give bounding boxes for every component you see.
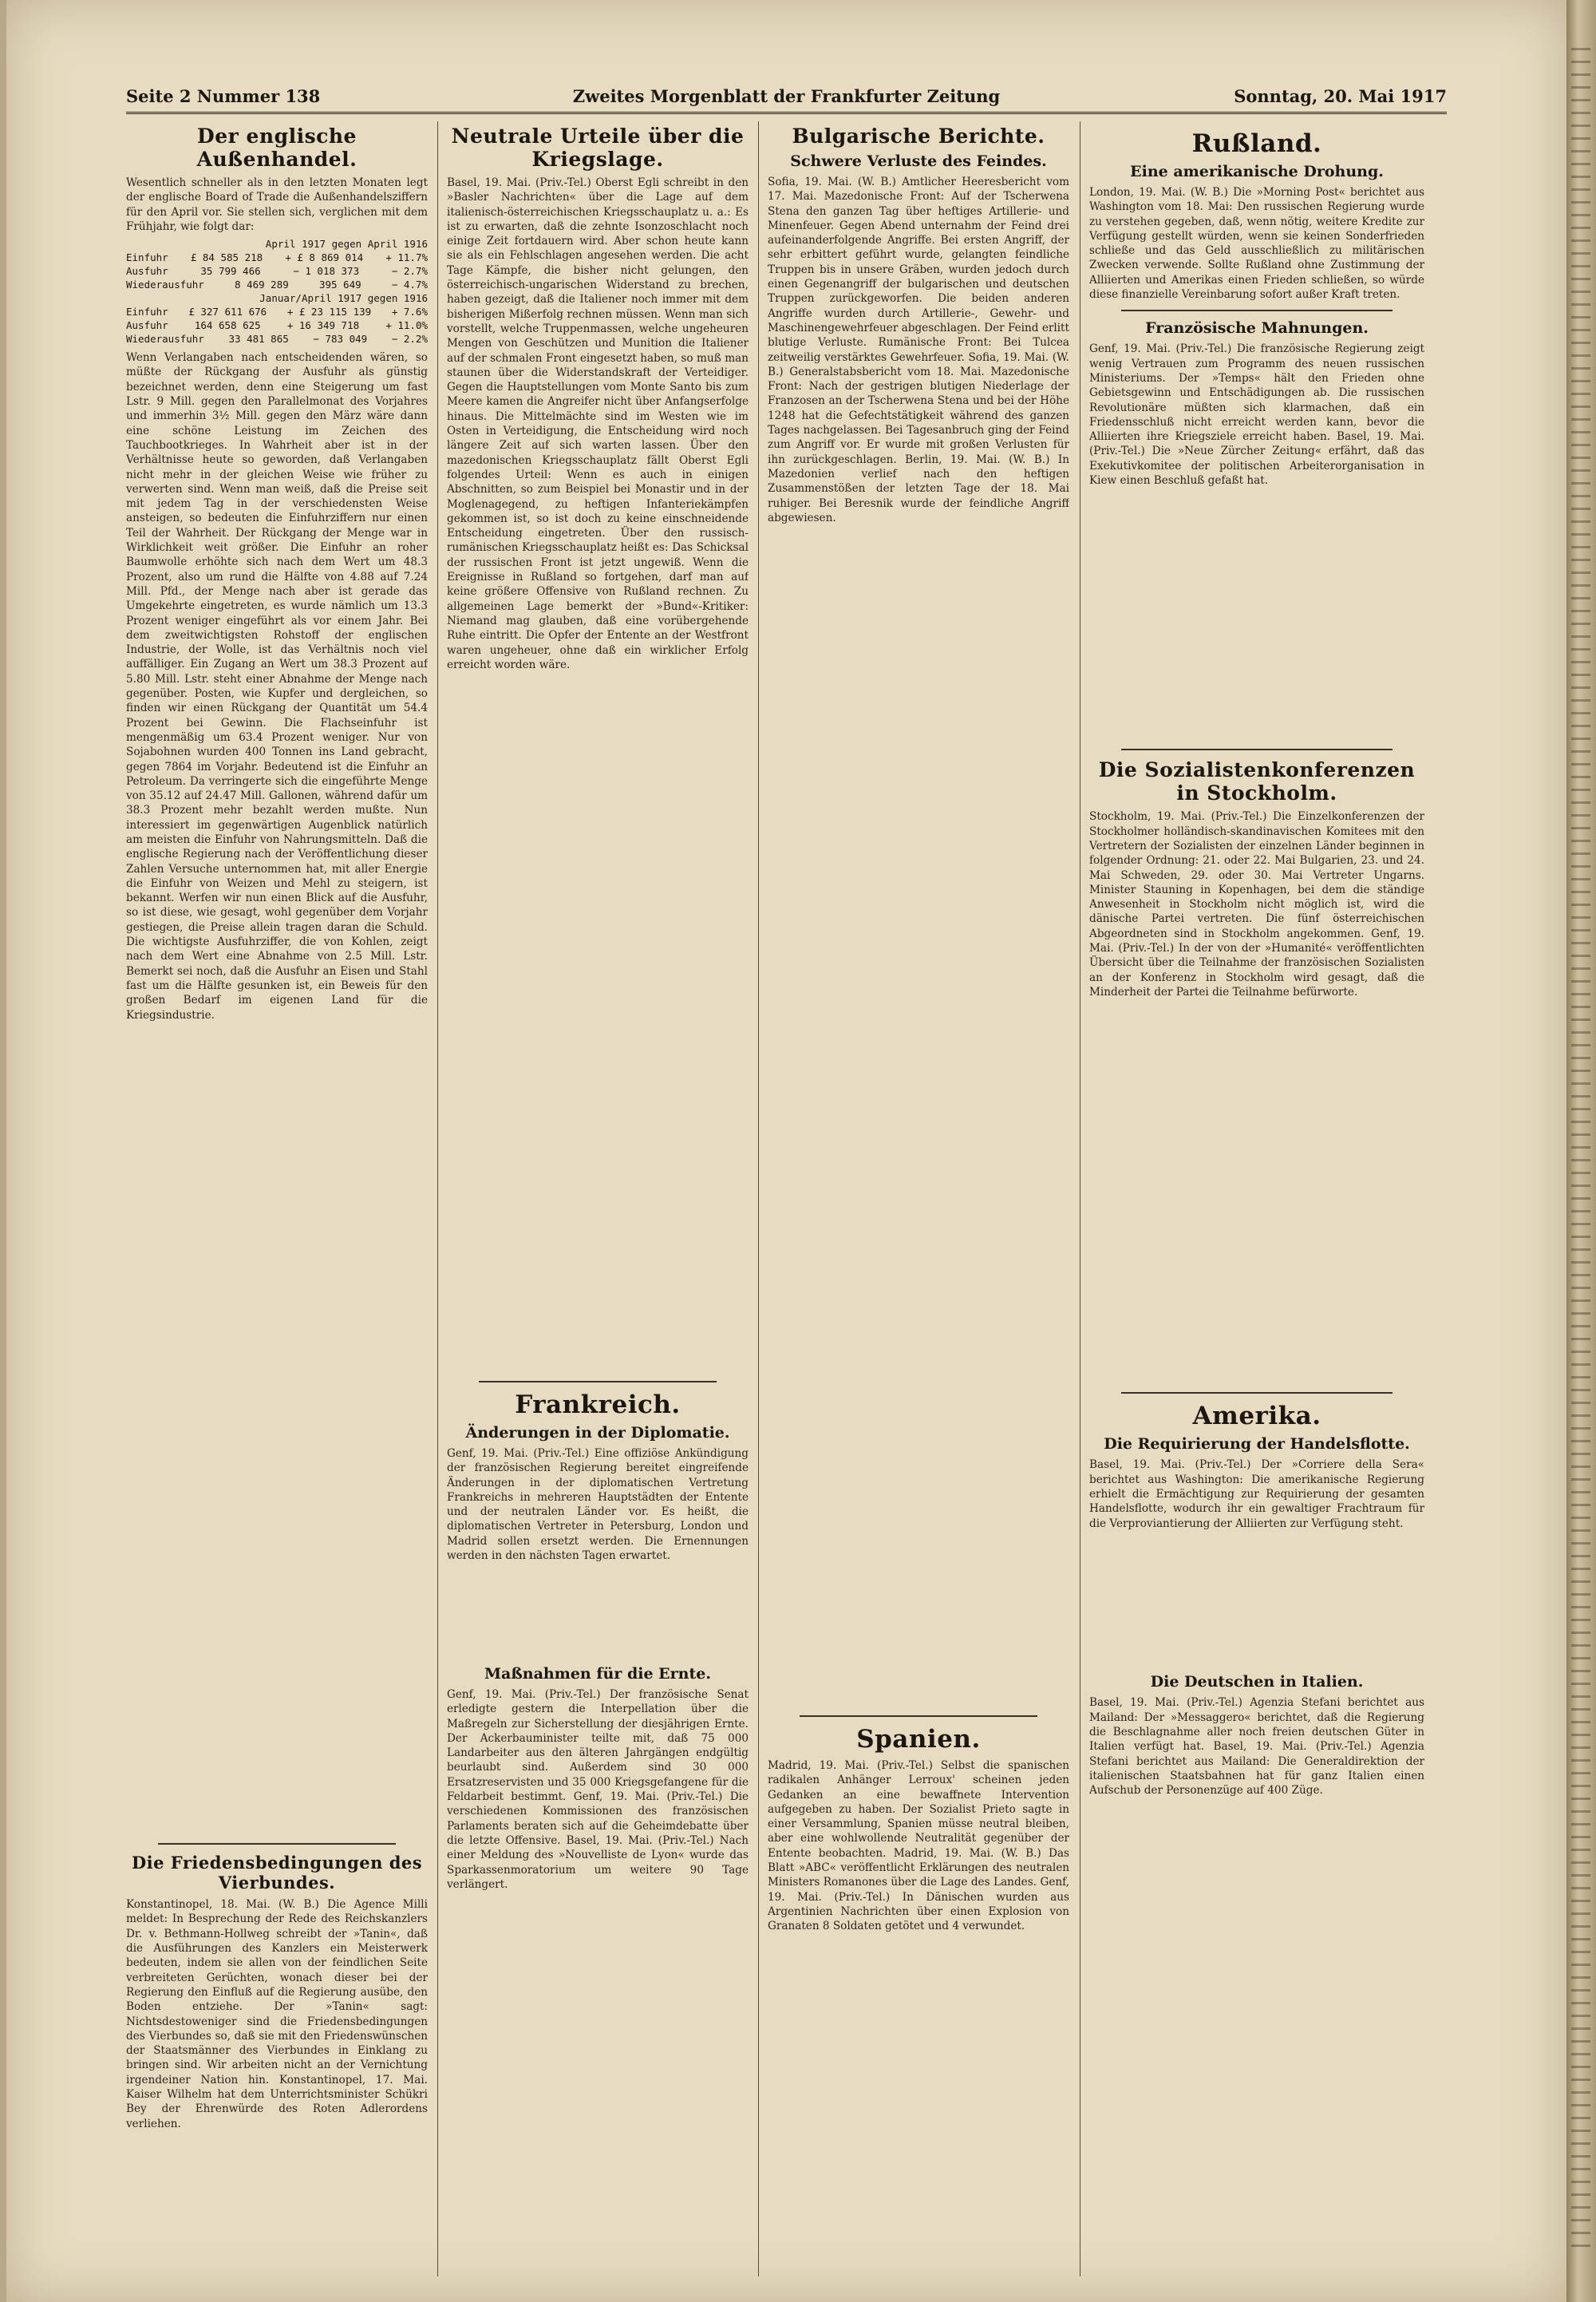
article-headline: Amerika.: [1192, 1402, 1321, 1431]
divider: [1121, 310, 1393, 311]
divider: [479, 1381, 717, 1382]
masthead: [126, 80, 1447, 114]
table-row: Einfuhr £ 327 611 676 + £ 23 115 139 + 7.6%: [126, 306, 428, 318]
article-headline: Frankreich.: [515, 1390, 681, 1419]
article-body: Madrid, 19. Mai. (Priv.-Tel.) Selbst die spanischen radikalen Anhänger Lerroux' scheinen jeden Gedanken an eine bewaffnete Intervention aufgegeben zu haben. Der Sozialist Prieto sagte in einer Versammlung, Spanien müsse neutral bleiben, aber eine wohlwollende Neutralität gegenüber der Entente beobachten. Madrid, 19. Mai. (W. B.) Das Blatt »ABC« veröffentlicht Erklärungen des neutralen Ministers Romanones über die Lage des Landes. Genf, 19. Mai. (Priv.-Tel.) In Dänischen wurden aus Argentinien Nachrichten über einen Explosion von Granaten 8 Soldaten getötet und 4 verwundet.: [768, 1759, 1069, 1933]
table-row: Wiederausfuhr 8 469 289 395 649 − 4.7%: [126, 279, 428, 291]
table-row: Ausfuhr 164 658 625 + 16 349 718 + 11.0%: [126, 319, 428, 332]
article-subhead: Die Requirierung der Handelsflotte.: [1104, 1435, 1410, 1454]
article-subhead: Französische Mahnungen.: [1145, 319, 1369, 338]
column-rule: [437, 121, 438, 2276]
page-number: Seite 2 Nummer 138: [126, 86, 321, 106]
column-rule: [758, 121, 759, 2276]
article-body: Basel, 19. Mai. (Priv.-Tel.) Agenzia Stefani berichtet aus Mailand: Der »Messaggero« berichtet, daß die Regierung die Beschlagnahme aller noch freien deutschen Güter in Italien verfügt hat. Basel, 19. Mai. (Priv.-Tel.) Agenzia Stefani berichtet aus Mailand: Die Generaldirektion der italienischen Staatsbahnen hat für ganz Italien einen Aufschub der Personenzüge auf 400 Züge.: [1089, 1696, 1424, 1798]
article-body: Basel, 19. Mai. (Priv.-Tel.) Oberst Egli schreibt in den »Basler Nachrichten« über die Lage auf dem italienisch-österreichischen Kriegsschauplatz u. a.: Es ist zu erwarten, daß die zehnte Isonzoschlacht noch einige Zeit fortdauern wird. Aber schon heute kann sie als ein Fehlschlagen angesehen werden. Die acht Tage Kämpfe, die bisher nicht gelungen, den österreichisch-ungarischen Widerstand zu brechen, haben gezeigt, daß die Italiener noch immer mit dem bisherigen Mißerfolg rechnen müssen. Wenn man sich vorstellt, welche Truppenmassen, welche ungeheuren Mengen von Geschützen und Munition die Italiener auf der schmalen Front eingesetzt haben, so muß man staunen über die Widerstandskraft der Verteidiger. Gegen die Hauptstellungen vom Monte Santo bis zum Meere kamen die Angreifer nicht über Anfangserfolge hinaus. Die Mittelmächte sind im Westen wie im Osten in Verteidigung, die Entscheidung wird noch längere Zeit auf sich warten lassen. Über den mazedonischen Kriegsschauplatz fällt Oberst Egli folgendes Urteil: Wenn es auch in einigen Abschnitten, so zum Beispiel bei Monastir und in der Moglenagegend, zu heftigen Infanteriekämpfen gekommen ist, so ist doch zu keine einschneidende Entscheidung eingetreten. Über den russisch-rumänischen Kriegsschauplatz heißt es: Das Schicksal der russischen Front ist jetzt ungewiß. Wenn die Ereignisse in Rußland so fortgehen, darf man auf keine größere Offensive von Rußland rechnen. Zu allgemeinen Lage bemerkt der »Bund«-Kritiker: Niemand mag glauben, daß eine vorübergehende Ruhe eintritt. Die Opfer der Entente an der Westfront waren ungeheuer, ohne daß ein wirklicher Erfolg erreicht worden wäre.: [447, 176, 749, 671]
trade-table: [126, 237, 428, 346]
article-body: Genf, 19. Mai. (Priv.-Tel.) Eine offiziöse Ankündigung der französischen Regierung bereitet eingreifende Änderungen in der diplomatischen Vertretung Frankreichs in mehreren Hauptstädten der Entente und der neutralen Länder vor. Es heißt, die diplomatischen Vertreter in Petersburg, London und Madrid sollen ersetzt werden. Die Ernennungen werden in den nächsten Tagen erwartet.: [447, 1447, 749, 1563]
divider: [1121, 749, 1393, 750]
article-body: Sofia, 19. Mai. (W. B.) Amtlicher Heeresbericht vom 17. Mai. Mazedonische Front: Auf der Tscherwena Stena den ganzen Tag über heftiges Artillerie- und Minenfeuer. Gegen Abend unternahm der Feind drei aufeinanderfolgende Angriffe. Bei ersten Angriff, der sehr erbittert geführt wurde, gelangten feindliche Truppen bis in unsere Gräben, wurden jedoch durch einen Gegenangriff der bulgarischen und deutschen Truppen zurückgeworfen. Die beiden anderen Angriffe wurden durch Artillerie-, Gewehr- und Maschinengewehrfeuer abgeschlagen. Der Feind erlitt blutige Verluste. Rumänische Front: Bei Tulcea zeitweilig verstärktes Gewehrfeuer. Sofia, 19. Mai. (W. B.) Generalstabsbericht vom 18. Mai. Mazedonische Front: Nach der gestrigen blutigen Niederlage der Franzosen an der Tscherwena Stena und bei der Höhe 1248 hat die Gefechtstätigkeit während des ganzen Tages nachgelassen. Bei Tagesanbruch ging der Feind zum Angriff vor. Er wurde mit großen Verlusten für ihn zurückgeschlagen. Berlin, 19. Mai. (W. B.) In Mazedonien verlief nach den heftigen Zusammenstößen der letzten Tage der 18. Mai ruhiger. Bei Beresnik wurde der feindliche Angriff abgewiesen.: [768, 176, 1069, 524]
article-subhead: Schwere Verluste des Feindes.: [790, 152, 1047, 170]
article-headline: Neutrale Urteile über die Kriegslage.: [451, 125, 745, 171]
divider: [800, 1715, 1037, 1717]
article-intro: Wesentlich schneller als in den letzten Monaten legt der englische Board of Trade die Außenhandelsziffern für den April vor. Sie stellen sich, verglichen mit dem Frühjahr, wie folgt dar:: [126, 176, 428, 233]
table-row: Einfuhr £ 84 585 218 + £ 8 869 014 + 11.7%: [126, 251, 428, 264]
article-headline: Die Friedensbedingungen des Vierbundes.: [131, 1853, 423, 1893]
article-headline: Die Sozialistenkonferenzen in Stockholm.: [1098, 758, 1416, 805]
column-3: [768, 121, 1069, 2276]
column-1: [126, 121, 428, 2276]
article-headline: Spanien.: [856, 1725, 981, 1754]
article-subhead: Änderungen in der Diplomatie.: [465, 1424, 730, 1442]
article-body: Basel, 19. Mai. (Priv.-Tel.) Der »Corriere della Sera« berichtet aus Washington: Die amerikanische Regierung erhielt die Ermächtigung zur Requirierung der gesamten Handelsflotte, wodurch ihr ein gewaltiger Frachtraum für die Verproviantierung der Alliierten zur Verfügung steht.: [1089, 1458, 1424, 1530]
article-headline: Rußland.: [1191, 129, 1322, 158]
divider: [158, 1843, 396, 1845]
article-body: London, 19. Mai. (W. B.) Die »Morning Post« berichtet aus Washington vom 18. Mai: Den russischen Regierung wurde zu verstehen gegeben, daß, wenn nötig, weitere Kredite zur Verfügung gestellt würden, wenn sie keinen Sonderfrieden schließe und das Geld ausschließlich zu militärischen Zwecken verwende. Sollte Rußland ohne Zustimmung der Alliierten und Amerikas einen Frieden schließen, so würde diese finanzielle Vereinbarung sofort außer Kraft treten.: [1089, 186, 1424, 302]
article-subhead: Die Deutschen in Italien.: [1150, 1673, 1364, 1691]
newspaper-page: [6, 0, 1566, 2302]
column-2: [447, 121, 749, 2276]
table-row: Ausfuhr 35 799 466 − 1 018 373 − 2.7%: [126, 265, 428, 278]
issue-date: Sonntag, 20. Mai 1917: [1234, 86, 1447, 106]
divider: [1121, 1392, 1393, 1394]
article-body: Genf, 19. Mai. (Priv.-Tel.) Der französische Senat erledigte gestern die Interpellation über die Maßregeln zur Sicherstellung der diesjährigen Ernte. Der Ackerbauminister teilte mit, daß 75 000 Landarbeiter aus den älteren Jahrgängen endgültig beurlaubt sind. Außerdem sind 30 000 Ersatzreservisten und 35 000 Kriegsgefangene für die Feldarbeit bestimmt. Genf, 19. Mai. (Priv.-Tel.) Die verschiedenen Kommissionen des französischen Parlaments beraten sich auf die Geheimdebatte über die letzte Offensive. Basel, 19. Mai. (Priv.-Tel.) Nach einer Meldung des »Nouvelliste de Lyon« wurde das Sparkassenmoratorium um weitere 90 Tage verlängert.: [447, 1688, 749, 1891]
article-body: Wenn Verlangaben nach entscheidenden wären, so müßte der Rückgang der Ausfuhr als günstig bezeichnet werden, denn eine Steigerung um fast Lstr. 9 Mill. gegen den Parallelmonat des Vorjahres und immerhin 3½ Mill. gegen den März wäre dann eine schöne Leistung im Zeichen des Tauchbootkrieges. In Wahrheit aber ist in der Verhältnisse heute so geworden, daß Verlangaben nicht mehr in der gleichen Weise wie früher zu verwerten sind. Wenn man weiß, daß die Preise seit mit jedem Tag in der verschiedensten Weise ansteigen, so bedeuten die Einfuhrziffern nur einen Teil der Wahrheit. Der Rückgang der Menge war in Wirklichkeit weit größer. Die Einfuhr an roher Baumwolle erhöhte sich nach dem Wert um 48.3 Prozent, also um rund die Hälfte von 4.88 auf 7.24 Mill. Pfd., der Menge nach aber ist gerade das Umgekehrte eingetreten, es wurde nämlich um 13.3 Prozent weniger eingeführt als vor einem Jahr. Bei dem zweitwichtigsten Rohstoff der englischen Industrie, der Wolle, ist das Verhältnis noch viel auffälliger. Ein Zugang an Wert um 38.3 Prozent auf 5.80 Mill. Lstr. steht einer Abnahme der Menge nach gegenüber. Posten, wie Kupfer und dergleichen, so finden wir einen Rückgang der Quantität um 54.4 Prozent bei Gewinn. Die Flachseinfuhr ist mengenmäßig um 63.4 Prozent weniger. Nur von Sojabohnen wurden 400 Tonnen ins Land gebracht, gegen 7864 im Vorjahr. Bedeutend ist die Einfuhr an Petroleum. Da verringerte sich die eingeführte Menge von 35.12 auf 24.47 Mill. Gallonen, während dafür um 38.3 Prozent mehr bezahlt werden mußte. Nun interessiert im gegenwärtigen Augenblick natürlich am meisten die Einfuhr von Nahrungsmitteln. Daß die englische Regierung nach der Veröffentlichung dieser Zahlen Versuche unternommen hat, mit aller Energie die Einfuhr von Weizen und Mehl zu steigern, ist bekannt. Werfen wir nun einen Blick auf die Ausfuhr, so ist diese, wie gesagt, wohl gegenüber dem Vorjahr gestiegen, die Preise allein tragen daran die Schuld. Die wichtigste Ausfuhrziffer, die von Kohlen, zeigt nach dem Wert eine Abnahme von 2.5 Mill. Lstr. Bemerkt sei noch, daß die Ausfuhr an Eisen und Stahl fast um die Hälfte gesunken ist, ein Beweis für den großen Bedarf im eigenen Land für die Kriegsindustrie.: [126, 351, 428, 1022]
article-body: Konstantinopel, 18. Mai. (W. B.) Die Agence Milli meldet: In Besprechung der Rede des Reichskanzlers Dr. v. Bethmann-Hollweg schreibt der »Tanin«, daß die Ausführungen des Kanzlers ein Meisterwerk bedeuten, indem sie allen von der feindlichen Seite verbreiteten Gerüchten, wonach dieser bei der Regierung den Einfluß auf die Regierung ausübe, den Boden entziehe. Der »Tanin« sagt: Nichtsdestoweniger sind die Friedensbedingungen des Vierbundes so, daß sie mit den Friedenswünschen der Staatsmänner des Vierbundes in Einklang zu bringen sind. Wir arbeiten nicht an der Vernichtung irgendeiner Nation hin. Konstantinopel, 17. Mai. Kaiser Wilhelm hat dem Unterrichtsminister Schükri Bey der Ehrenwürde des Roten Adlerordens verliehen.: [126, 1898, 428, 2130]
article-subhead: Maßnahmen für die Ernte.: [484, 1665, 711, 1683]
article-body: Genf, 19. Mai. (Priv.-Tel.) Die französische Regierung zeigt wenig Vertrauen zum Programm des neuen russischen Ministeriums. Der »Temps« hält den Frieden ohne Gebietsgewinn und Entschädigungen ab. Die russischen Revolutionäre müßten sich klarmachen, daß ein Friedensschluß nicht erreicht werden kann, bevor die Alliierten ihre Kriegsziele erreicht haben. Basel, 19. Mai. (Priv.-Tel.) Die »Neue Zürcher Zeitung« erfährt, daß das Exekutivkomitee der politischen Arbeiterorganisation in Kiew einen Beschluß gefaßt hat.: [1089, 342, 1424, 488]
table-header: April 1917 gegen April 1916: [265, 238, 428, 251]
article-body: Stockholm, 19. Mai. (Priv.-Tel.) Die Einzelkonferenzen der Stockholmer holländisch-skandinavischen Komitees mit den Vertretern der Sozialisten der einzelnen Länder beginnen in folgender Ordnung: 21. oder 22. Mai Bulgarien, 23. und 24. Mai Schweden, 29. oder 30. Mai Vertreter Ungarns. Minister Stauning in Kopenhagen, bei dem die ständige Anwesenheit in Stockholm nicht möglich ist, wird die dänische Partei vertreten. Die fünf österreichischen Abgeordneten sind in Stockholm angekommen. Genf, 19. Mai. (Priv.-Tel.) In der von der »Humanité« veröffentlichten Übersicht über die Teilnahme der französischen Sozialisten an der Konferenz in Stockholm wird gesagt, daß die Minderheit der Partei die Teilnahme befürworte.: [1089, 810, 1424, 999]
book-spine: [1566, 0, 1596, 2302]
article-subhead: Eine amerikanische Drohung.: [1130, 163, 1384, 180]
table-header: Januar/April 1917 gegen 1916: [259, 292, 428, 305]
table-row: Wiederausfuhr 33 481 865 − 783 049 − 2.2%: [126, 333, 428, 346]
article-headline: Der englische Außenhandel.: [196, 125, 358, 171]
newspaper-title: Zweites Morgenblatt der Frankfurter Zeitung: [572, 86, 1001, 106]
article-headline: Bulgarische Berichte.: [792, 125, 1045, 148]
column-4: [1089, 121, 1424, 2276]
